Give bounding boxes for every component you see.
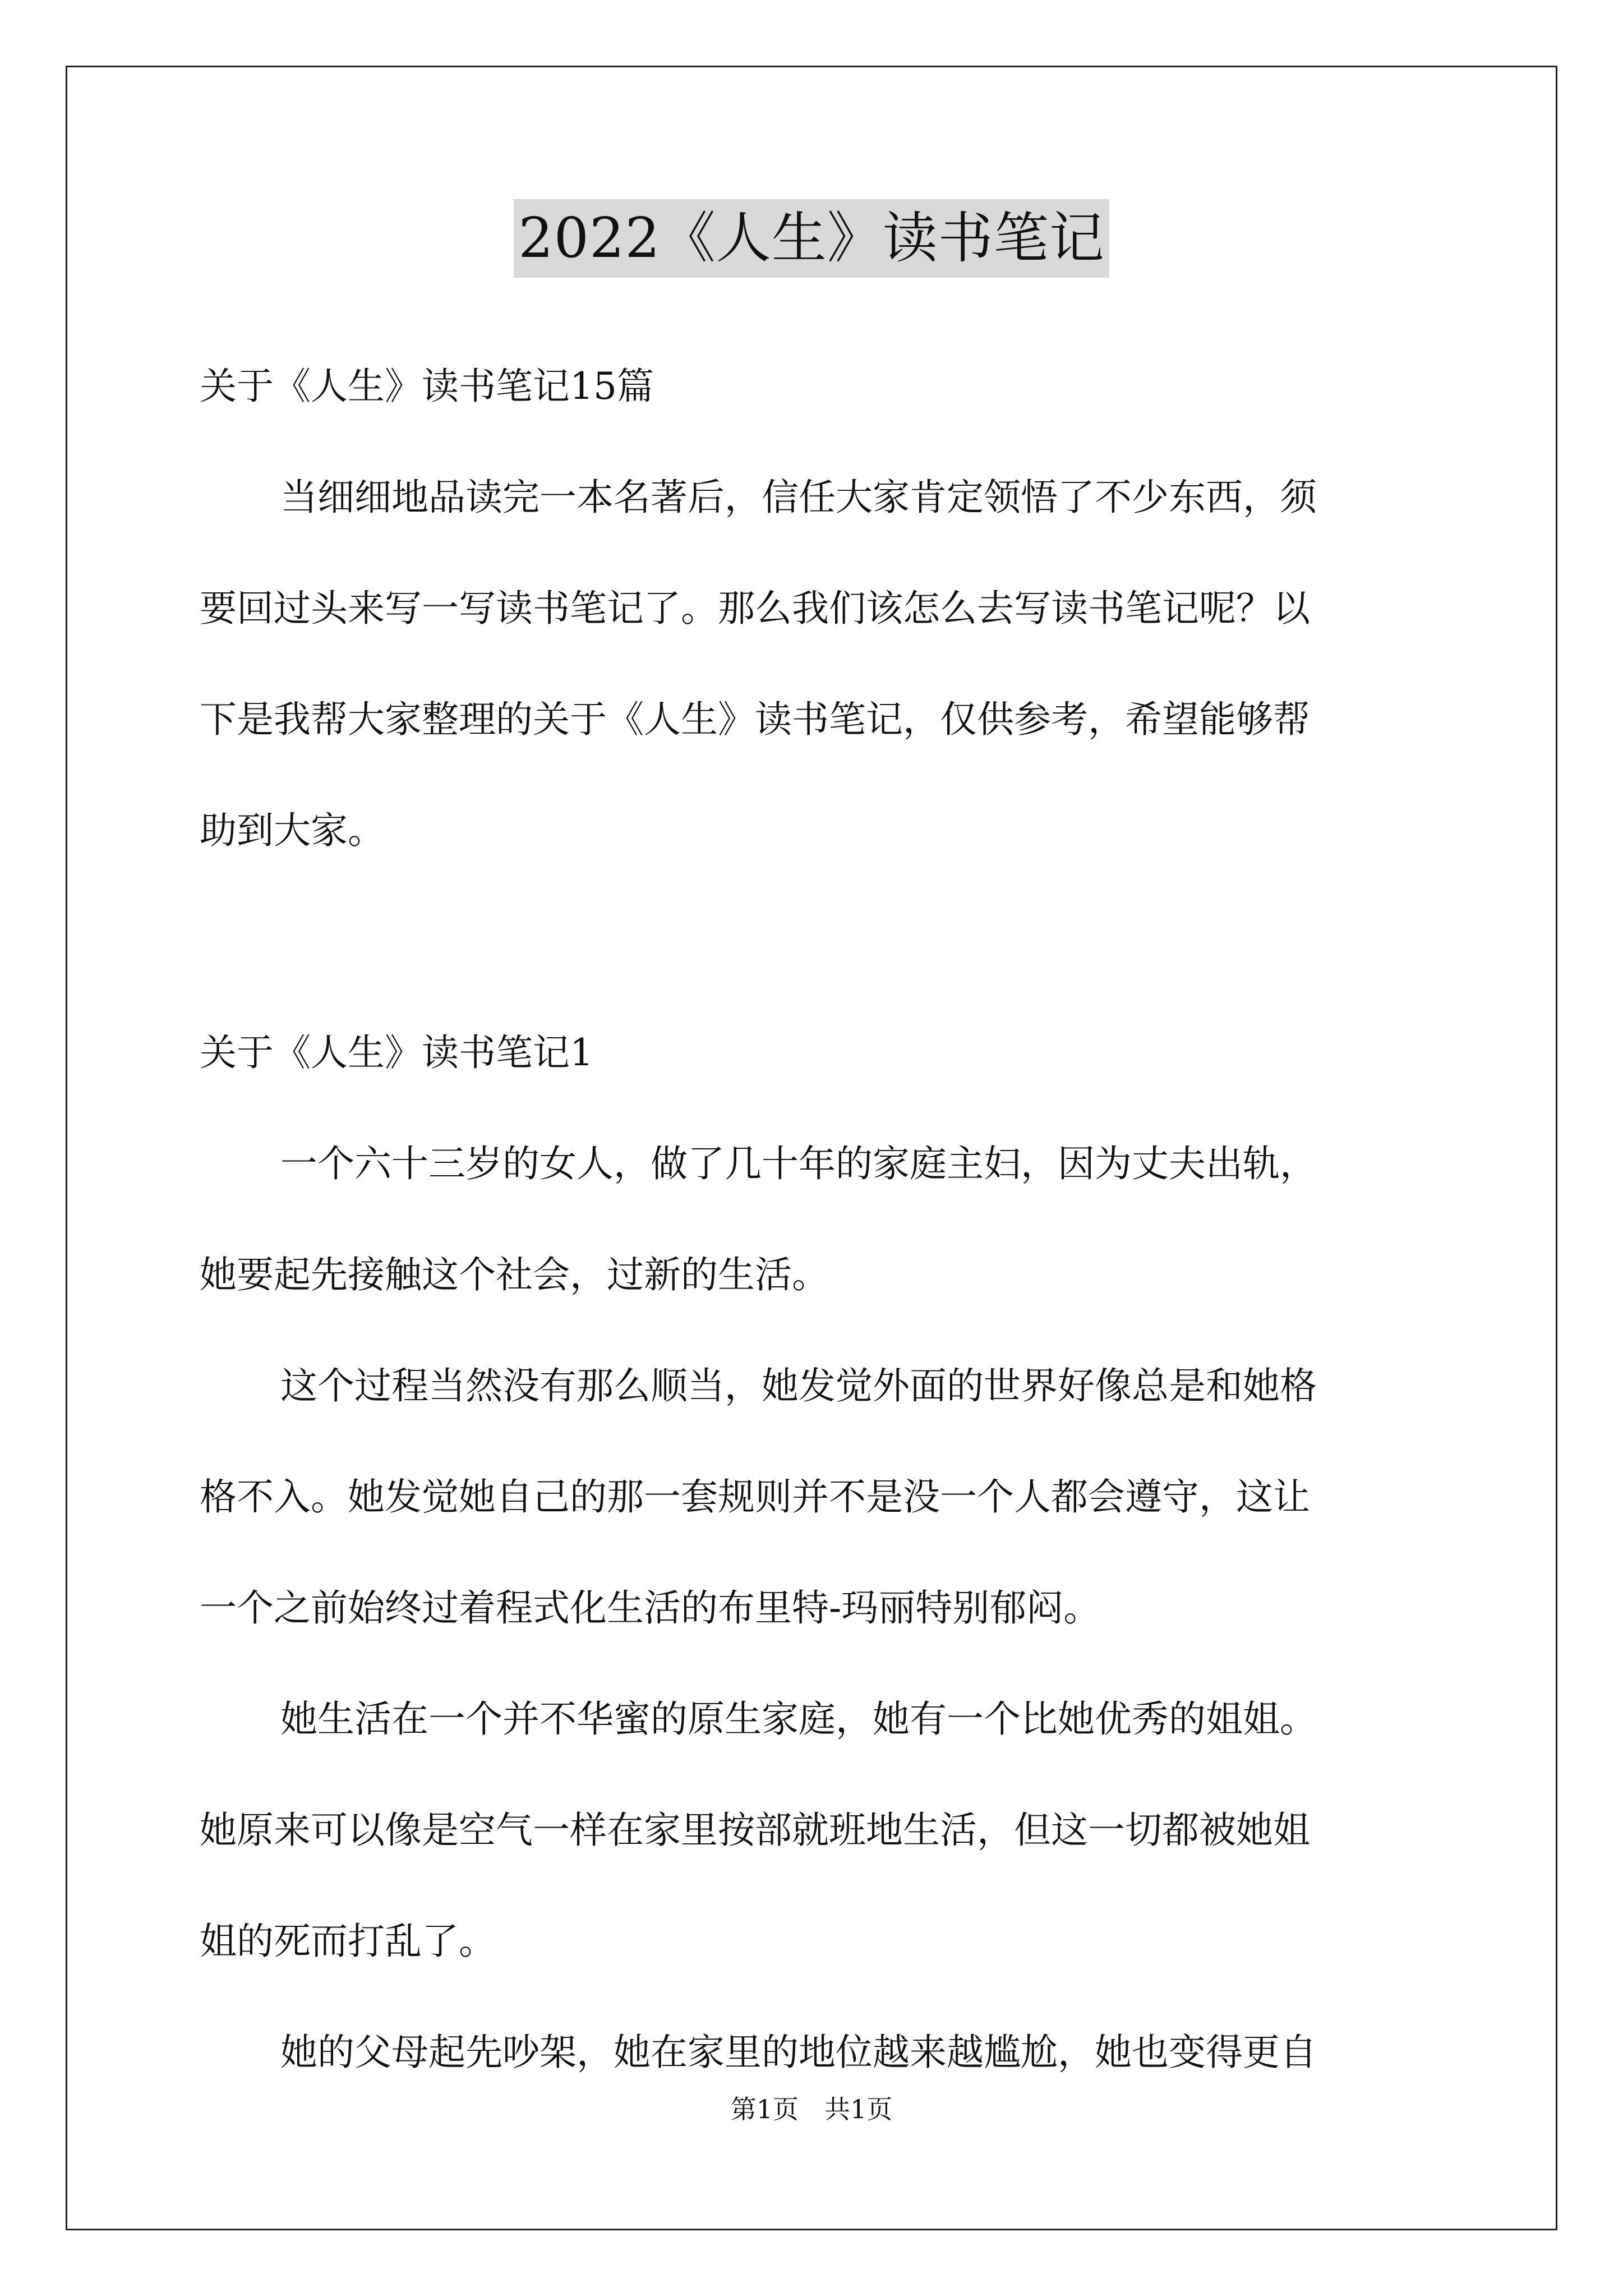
intro-line-1: 当细细地品读完一本名著后，信任大家肯定领悟了不少东西，须 [280,476,1317,519]
para3-line-2: 她原来可以像是空气一样在家里按部就班地生活，但这一切都被她姐 [200,1809,1310,1852]
para3-line-1: 她生活在一个并不华蜜的原生家庭，她有一个比她优秀的姐姐。 [280,1697,1317,1741]
para1-line-1: 一个六十三岁的女人，做了几十年的家庭主妇，因为丈夫出轨， [280,1142,1317,1185]
para2-line-1: 这个过程当然没有那么顺当，她发觉外面的世界好像总是和她格 [280,1364,1317,1407]
page-number: 第1页 共1页 [730,2094,893,2124]
section-heading: 关于《人生》读书笔记1 [200,1031,593,1074]
title-container [0,199,1623,278]
para4-line-1: 她的父母起先吵架，她在家里的地位越来越尴尬，她也变得更自 [280,2031,1317,2074]
para1-line-2: 她要起先接触这个社会，过新的生活。 [200,1253,829,1296]
subtitle-line: 关于《人生》读书笔记15篇 [200,365,654,408]
intro-line-4: 助到大家。 [200,809,385,852]
intro-line-2: 要回过头来写一写读书笔记了。那么我们该怎么去写读书笔记呢？以 [200,587,1310,630]
intro-line-3: 下是我帮大家整理的关于《人生》读书笔记，仅供参考，希望能够帮 [200,698,1310,741]
para2-line-3: 一个之前始终过着程式化生活的布里特-玛丽特别郁闷。 [200,1586,1101,1630]
blank-line [200,886,1428,997]
document-title[interactable]: 2022《人生》读书笔记 [514,199,1109,278]
para3-line-3: 姐的死而打乱了。 [200,1920,496,1963]
page-footer [0,2092,1623,2126]
document-body [200,331,1428,2108]
para2-line-2: 格不入。她发觉她自己的那一套规则并不是没一个人都会遵守，这让 [200,1475,1310,1519]
